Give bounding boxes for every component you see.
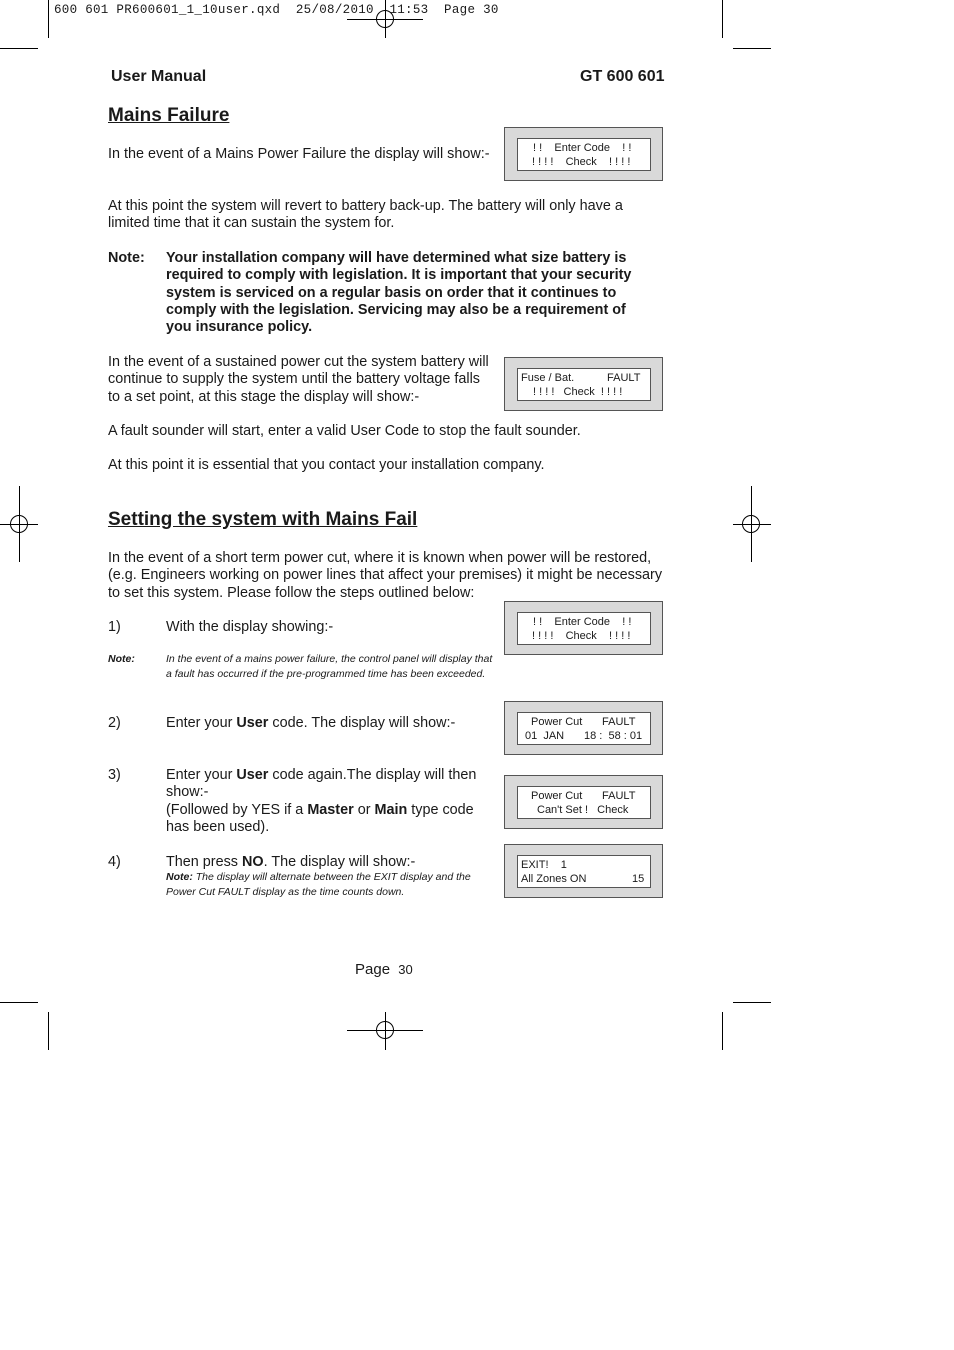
paragraph: In the event of a Mains Power Failure the display will show:-	[108, 146, 490, 162]
lcd-line: All Zones ON	[521, 873, 587, 885]
note-label: Note:	[108, 653, 135, 665]
step-text: Enter your User code. The display will show:-	[166, 715, 456, 731]
note-body: Note: The display will alternate between the EXIT display and the Power Cut FAULT display as the time counts down.	[166, 871, 471, 899]
lcd-line: FAULT	[602, 716, 636, 728]
lcd-line: ! ! Enter Code ! !	[533, 142, 632, 154]
lcd-line: Power Cut	[531, 790, 583, 802]
note-body: In the event of a mains power failure, the control panel will display that a fault has occurred if the pre-programmed time has been exceeded.	[166, 653, 493, 681]
header-model: GT 600 601	[580, 68, 665, 85]
paragraph: A fault sounder will start, enter a valid User Code to stop the fault sounder.	[108, 423, 581, 439]
paragraph: In the event of a sustained power cut the system battery will continue to supply the system until the battery voltage falls to a set point, at this stage the display will show:-	[108, 354, 489, 405]
note-body: Your installation company will have determined what size battery is required to comply with legislation. It is important that your security system is serviced on a regular basis on order that it continues to comply with the legislation. Servicing may also be a requirement of you insurance policy.	[166, 250, 632, 336]
section-title-mains-failure: Mains Failure	[108, 105, 230, 126]
page-footer	[355, 961, 413, 978]
step-number: 2)	[108, 715, 121, 731]
lcd-line: 15	[632, 873, 645, 885]
step-text: With the display showing:-	[166, 619, 334, 635]
lcd-line: Can't Set ! Check	[537, 804, 629, 816]
lcd-line: ! ! Enter Code ! !	[533, 616, 632, 628]
lcd-line: FAULT	[607, 372, 641, 384]
lcd-line: EXIT! 1	[521, 859, 567, 871]
lcd-line: Fuse / Bat.	[521, 372, 575, 384]
step-text: Enter your User code again.The display will then show:- (Followed by YES if a Master or Main type code has been used).	[166, 767, 477, 835]
lcd-line: FAULT	[602, 790, 636, 802]
paragraph: In the event of a short term power cut, where it is known when power will be restored, (e.g. Engineers working on power lines that affect your premises) it might be necessary to set this system. Please follow the steps outlined below:	[108, 550, 663, 601]
print-slug: 600 601 PR600601_1_10user.qxd 25/08/2010 11:53 Page 30	[54, 3, 499, 17]
lcd-display	[504, 357, 663, 411]
lcd-line: ! ! ! ! Check ! ! ! !	[532, 156, 631, 168]
lcd-line: Power Cut	[531, 716, 583, 728]
paragraph: At this point it is essential that you contact your installation company.	[108, 457, 545, 473]
lcd-display	[504, 775, 663, 829]
step-text: Then press NO. The display will show:-	[166, 854, 416, 870]
lcd-display	[504, 701, 663, 755]
lcd-line: ! ! ! ! Check ! ! ! !	[532, 630, 631, 642]
step-number: 1)	[108, 619, 121, 635]
lcd-line: 18 : 58 : 01	[584, 730, 643, 742]
lcd-display	[504, 127, 663, 181]
paragraph: At this point the system will revert to battery back-up. The battery will only have a limited time that it can sustain the system for.	[108, 198, 623, 232]
page-number: 30	[398, 962, 413, 977]
page-label: Page	[355, 961, 391, 978]
lcd-display	[504, 601, 663, 655]
header-title: User Manual	[111, 68, 207, 85]
note-label: Note:	[108, 250, 145, 266]
lcd-line: ! ! ! ! Check ! ! ! !	[533, 386, 623, 398]
section-title-mains-fail: Setting the system with Mains Fail	[108, 509, 418, 530]
lcd-line: 01 JAN	[525, 730, 565, 742]
step-number: 4)	[108, 854, 121, 870]
lcd-display	[504, 844, 663, 898]
step-number: 3)	[108, 767, 121, 783]
